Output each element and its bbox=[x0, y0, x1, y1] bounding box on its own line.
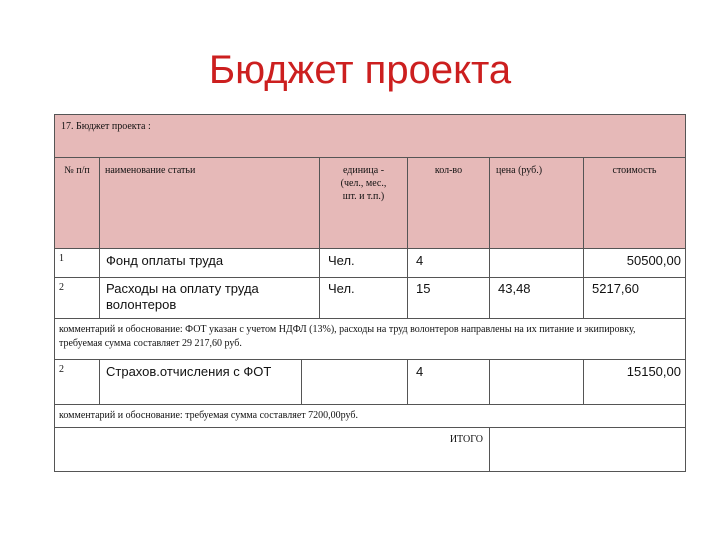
comment-row bbox=[55, 405, 685, 427]
total-label: ИТОГО bbox=[449, 434, 483, 445]
row-name: Расходы на оплату труда волонтеров bbox=[99, 278, 319, 318]
comment-text: комментарий и обоснование: требуемая сумма составляет 7200,00руб. bbox=[59, 410, 358, 421]
header-unit: единица - (чел., мес., шт. и т.п.) bbox=[319, 158, 407, 248]
row-name: Страхов.отчисления с ФОТ bbox=[99, 360, 301, 404]
row-cost: 50500,00 bbox=[583, 249, 685, 277]
row-price: 43,48 bbox=[489, 278, 583, 318]
row-qty: 15 bbox=[407, 278, 489, 318]
row-price bbox=[489, 249, 583, 277]
row-unit: Чел. bbox=[319, 249, 407, 277]
comment-text: комментарий и обоснование: ФОТ указан с учетом НДФЛ (13%), расходы на труд волонтеров направлены на их питание и экипировку, требуемая сумма составляет 29 217,60 руб. bbox=[59, 324, 636, 349]
header-cost: стоимость bbox=[583, 158, 685, 248]
row-num: 1 bbox=[59, 253, 64, 264]
row-price bbox=[489, 360, 583, 404]
section-heading: 17. Бюджет проекта : bbox=[61, 121, 151, 132]
table-row bbox=[55, 249, 685, 277]
total-row bbox=[55, 428, 685, 471]
row-cost: 5217,60 bbox=[583, 278, 685, 318]
row-num: 2 bbox=[59, 282, 64, 293]
row-unit bbox=[301, 360, 407, 404]
row-name: Фонд оплаты труда bbox=[99, 249, 319, 277]
header-price: цена (руб.) bbox=[489, 158, 583, 248]
header-num: № п/п bbox=[64, 165, 90, 176]
table-row bbox=[55, 360, 685, 404]
row-unit: Чел. bbox=[319, 278, 407, 318]
row-num: 2 bbox=[59, 364, 64, 375]
total-value bbox=[489, 428, 685, 471]
section-heading-row bbox=[55, 115, 685, 157]
comment-row bbox=[55, 319, 685, 359]
table-row bbox=[55, 278, 685, 318]
row-qty: 4 bbox=[407, 360, 489, 404]
header-name: наименование статьи bbox=[99, 158, 319, 248]
header-qty: кол-во bbox=[407, 158, 489, 248]
row-qty: 4 bbox=[407, 249, 489, 277]
budget-table bbox=[54, 114, 686, 472]
row-cost: 15150,00 bbox=[583, 360, 685, 404]
column-header-row bbox=[55, 158, 685, 248]
slide-title: Бюджет проекта bbox=[208, 48, 512, 92]
